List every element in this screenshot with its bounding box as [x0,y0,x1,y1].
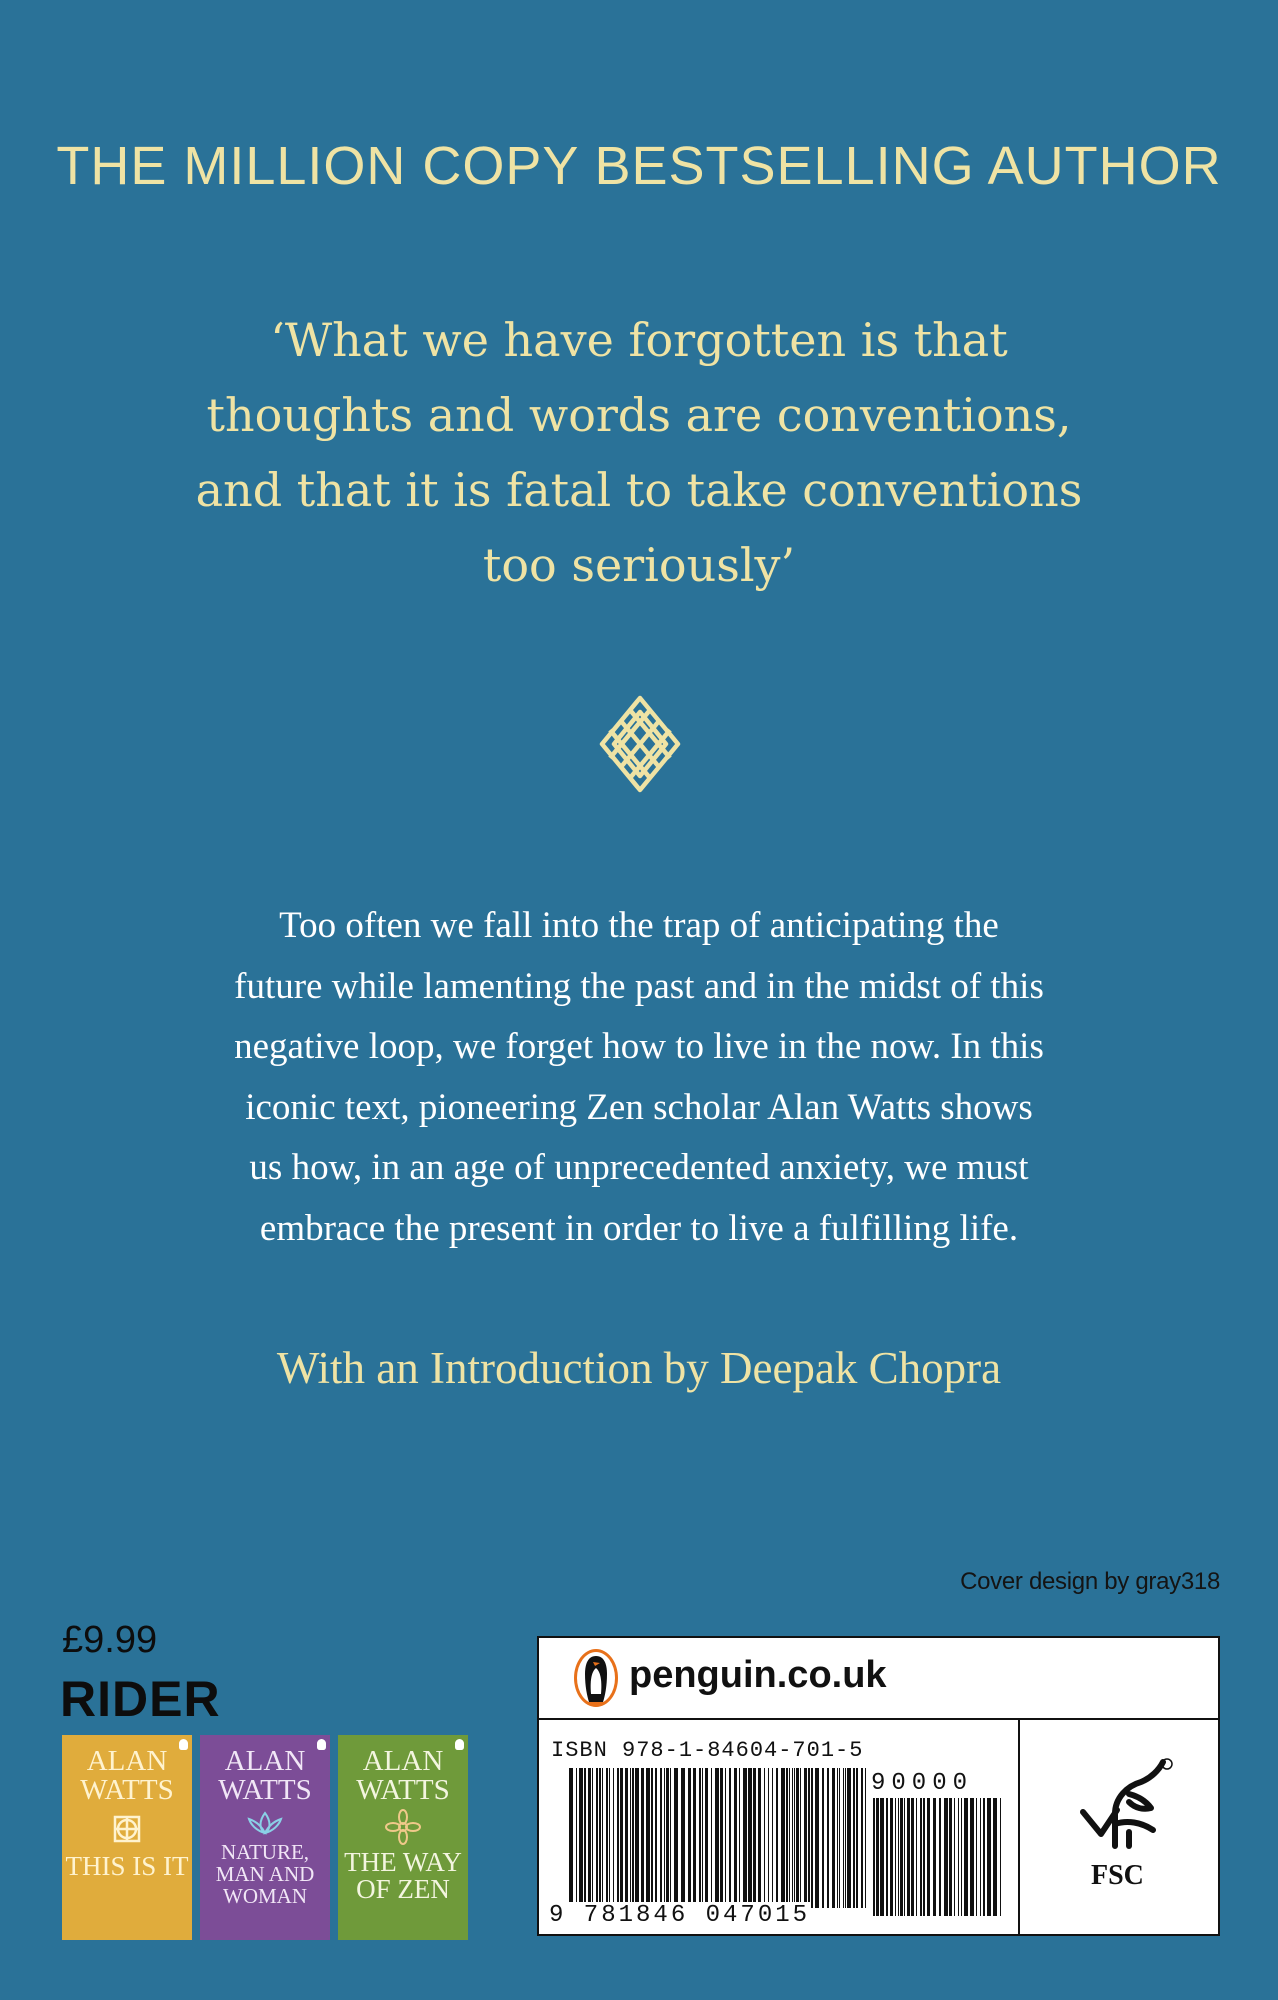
barcode-bar [693,1768,696,1908]
barcode-bar [569,1768,573,1908]
barcode-bar [845,1768,846,1908]
barcode-bar [939,1798,941,1916]
introduction-credit: With an Introduction by Deepak Chopra [276,1343,1002,1393]
barcode-bar [641,1768,644,1908]
barcode-bar [739,1768,740,1908]
barcode-digits: 9 781846 047015 [549,1902,811,1929]
barcode-bar [729,1768,731,1908]
barcode-bar [923,1798,925,1916]
barcode-bar [630,1768,631,1908]
barcode-bar [876,1798,879,1916]
quote-line: and that it is fatal to take conventions [195,463,1083,517]
barcode-bar [958,1798,959,1916]
barcode-bar [832,1768,835,1908]
barcode-bar [720,1768,723,1908]
barcode-bar [613,1768,614,1908]
barcode-bar [827,1768,829,1908]
barcode-bar [576,1768,577,1908]
price: £9.99 [62,1619,158,1661]
barcode-bar [646,1768,650,1908]
barcode-bar [670,1768,671,1908]
barcode-bar [794,1768,795,1908]
barcode-bar [839,1768,840,1908]
penguin-mini-icon [179,1739,188,1750]
barcode-bar [609,1768,610,1908]
website-url: penguin.co.uk [629,1654,887,1696]
barcode-panel [537,1636,1220,1936]
barcode-bar [635,1768,639,1908]
barcode-bar [664,1768,665,1908]
barcode-bar [980,1798,981,1916]
barcode-bar [620,1768,623,1908]
addon-digits: 90000 [871,1770,974,1797]
barcode-bar [748,1768,752,1908]
barcode-bar [596,1768,598,1908]
barcode-bar [674,1768,678,1908]
barcode-bar [800,1768,801,1908]
barcode-bar [886,1798,888,1916]
flower-icon [383,1809,423,1845]
barcode-bar [660,1768,662,1908]
barcode-bar [811,1768,813,1908]
barcode-bar [933,1798,936,1916]
blurb-line: future while lamenting the past and in the midst of this [234,965,1044,1007]
barcode-bar [715,1768,719,1908]
barcode-bar [895,1798,896,1916]
barcode-bar [804,1768,807,1908]
fsc-tree-logo-icon [1075,1754,1175,1854]
barcode-bar [920,1798,922,1916]
barcode-bar [617,1768,619,1908]
knot-emblem-icon [107,1809,147,1849]
barcode-bar [900,1798,903,1916]
blurb-line: Too often we fall into the trap of anticipating the [279,905,999,946]
barcode-bar [993,1798,997,1916]
book-title: THIS IS IT [65,1851,189,1881]
barcode-bar [588,1768,591,1908]
book-thumbnail-nature-man-woman [200,1735,330,1940]
book-author: ALAN WATTS [218,1745,312,1806]
barcode-bar [1000,1798,1001,1916]
barcode-bar [927,1798,930,1916]
blurb-line: iconic text, pioneering Zen scholar Alan Watts shows [245,1086,1033,1128]
headline: THE MILLION COPY BESTSELLING AUTHOR [56,136,1222,196]
barcode-bar [699,1768,701,1908]
barcode-bar [911,1798,914,1916]
blurb-line: embrace the present in order to live a fulfilling life. [259,1207,1019,1249]
barcode-bar [651,1768,653,1908]
barcode-bar [853,1768,855,1908]
penguin-mini-icon [317,1739,326,1750]
barcode-bar [898,1798,899,1916]
barcode-bar [987,1798,991,1916]
barcode-bar [890,1798,893,1916]
barcode-bar [681,1768,685,1908]
barcode-bar [702,1768,703,1908]
isbn-barcode [569,1768,869,1908]
barcode-bar [599,1768,601,1908]
barcode-bar [976,1798,977,1916]
barcode-bar [843,1768,844,1908]
book-title: NATURE, MAN AND WOMAN [215,1840,315,1908]
book-author: ALAN WATTS [356,1745,450,1806]
barcode-bar [753,1768,756,1908]
blurb-line: us how, in an age of unprecedented anxiety, we must [249,1147,1029,1188]
barcode-bar [592,1768,593,1908]
barcode-bar [949,1798,952,1916]
barcode-bar [954,1798,955,1916]
barcode-bar [776,1768,778,1908]
lotus-icon [245,1809,285,1837]
barcode-bar [822,1768,824,1908]
barcode-bar [865,1768,866,1908]
barcode-bar [625,1768,628,1908]
barcode-bar [768,1768,769,1908]
barcode-bar [907,1798,910,1916]
barcode-bar [688,1768,691,1908]
barcode-bar [666,1768,669,1908]
barcode-bar [655,1768,657,1908]
barcode-bar [705,1768,708,1908]
quote [139,303,1139,603]
quote-line: too seriously’ [482,538,796,592]
barcode-bar [916,1798,917,1916]
barcode-bar [970,1798,974,1916]
barcode-bar [781,1768,785,1908]
endless-knot-icon [596,692,684,796]
barcode-bar [964,1798,968,1916]
barcode-bar [873,1798,875,1916]
barcode-bar [632,1768,634,1908]
barcode-bar [904,1798,905,1916]
barcode-bar [815,1768,819,1908]
penguin-logo-icon [573,1648,619,1708]
barcode-bar [772,1768,773,1908]
cover-design-credit: Cover design by gray318 [960,1568,1220,1595]
barcode-bar [847,1768,851,1908]
barcode-bar [764,1768,765,1908]
barcode-bar [861,1768,863,1908]
publisher-logo: RIDER [60,1671,221,1727]
book-author: ALAN WATTS [80,1745,174,1806]
barcode-bar [711,1768,712,1908]
book-thumbnail-this-is-it [62,1735,192,1940]
barcode-bar [789,1768,790,1908]
quote-line: thoughts and words are conventions, [206,388,1072,442]
quote-line: ‘What we have forgotten is that [270,313,1008,367]
penguin-mini-icon [455,1739,464,1750]
barcode-bar [584,1768,586,1908]
barcode-bar [944,1798,948,1916]
blurb [100,896,1178,1259]
barcode-bar [743,1768,747,1908]
barcode-bar [579,1768,583,1908]
website-bar [539,1638,1218,1720]
barcode-bar [837,1768,838,1908]
barcode-bar [758,1768,761,1908]
barcode-bar [808,1768,810,1908]
barcode-bar [856,1768,858,1908]
barcode-bar [792,1768,793,1908]
barcode-bar [602,1768,603,1908]
isbn-text: ISBN 978-1-84604-701-5 [551,1738,864,1763]
barcode-bar [961,1798,962,1916]
blurb-line: negative loop, we forget how to live in the now. In this [234,1026,1044,1067]
barcode-bar [880,1798,884,1916]
barcode-bar [796,1768,799,1908]
barcode-bar [725,1768,726,1908]
barcode-bar [786,1768,788,1908]
fsc-label: FSC [1091,1860,1144,1891]
price-addon-barcode [873,1798,1005,1916]
book-title: THE WAY OF ZEN [344,1847,462,1904]
barcode-bar [983,1798,985,1916]
book-thumbnail-way-of-zen [338,1735,468,1940]
barcode-bar [734,1768,737,1908]
barcode-bar [606,1768,608,1908]
panel-divider [1018,1720,1020,1934]
